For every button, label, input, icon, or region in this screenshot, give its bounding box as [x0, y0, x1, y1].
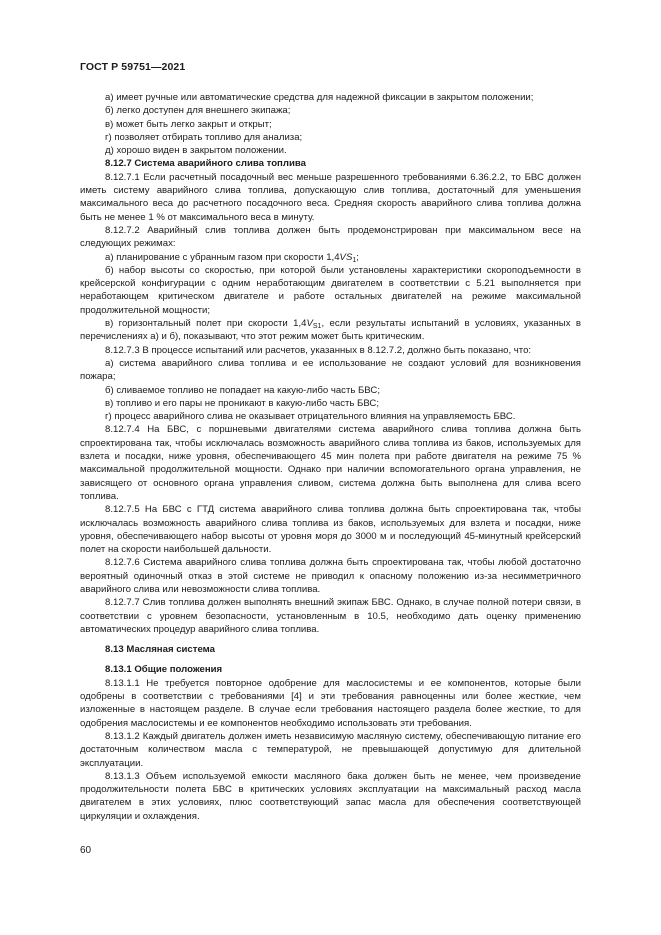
clause-paragraph: 8.13.1.1 Не требуется повторное одобрение для маслосистемы и ее компонентов, которые были одобрены в соответствии с требованиями [4] и эти требования равноценны или более жесткие, чем изложенные в настоящем разделе. В случае если требования настоящего раздела более жесткие, то для одобрения маслосистемы и ее компонентов необходимо использовать эти требования.: [80, 677, 581, 729]
section-heading-8-13: 8.13 Масляная система: [105, 644, 215, 656]
section-heading-8-12-7: 8.12.7 Система аварийного слива топлива: [105, 158, 306, 170]
list-item-text: а) планирование с убранным газом при скорости 1,4: [105, 251, 340, 263]
list-item: б) сливаемое топливо не попадает на какую-либо часть БВС;: [105, 384, 380, 396]
section-heading-8-13-1: 8.13.1 Общие положения: [105, 664, 223, 676]
document-code-header: ГОСТ Р 59751—2021: [80, 61, 186, 73]
list-item-gliding: [80, 251, 581, 264]
clause-paragraph: 8.12.7.4 На БВС, с поршневыми двигателями система аварийного слива топлива должна быть спроектирована так, чтобы исключалась возможность аварийного слива топлива из баков, используемых для взлета и посадки, ниже уровня, обеспечивающего 45 мин полета при работе двигателя на режиме 75 % максимальной продолжительной мощности. Однако при наличии вспомогательного органа управления, не зависящего от основного органа управления сливом, система должна быть выполнена для слива всего топлива.: [80, 424, 581, 502]
page-number: 60: [80, 845, 92, 856]
clause-paragraph: 8.12.7.3 В процессе испытаний или расчетов, указанных в 8.12.7.2, должно быть показано, что:: [105, 344, 532, 356]
speed-symbol: V: [339, 251, 346, 263]
semicolon: ;: [356, 251, 359, 263]
clause-paragraph: 8.13.1.2 Каждый двигатель должен иметь независимую масляную систему, обеспечивающую питание его достаточным количеством масла с температурой, не превышающей допустимую для длительной эксплуатации.: [80, 730, 581, 769]
list-item: а) имеет ручные или автоматические средства для надежной фиксации в закрытом положении;: [105, 92, 534, 103]
list-item: в) может быть легко закрыт и открыт;: [105, 118, 272, 130]
clause-paragraph: 8.12.7.7 Слив топлива должен выполнять внешний экипаж БВС. Однако, в случае полной потери связи, в соответствии с уровнем безопасности, установленным в 10.5, необходимо дать оценку применению автоматических процедур аварийного слива топлива.: [80, 597, 581, 635]
speed-symbol-s: S: [345, 251, 353, 263]
clause-paragraph: 8.12.7.2 Аварийный слив топлива должен быть продемонстрирован при максимальном весе на следующих режимах:: [80, 224, 581, 250]
speed-subscript: S1: [312, 323, 322, 331]
document-body: [80, 91, 581, 823]
list-item: б) набор высоты со скоростью, при которой были установлены характеристики скороподъемности в крейсерской конфигурации с одним неработающим двигателем в соответствии с 5.21 выполняется при неработающем критическом двигателе и работе остальных двигателей на режиме максимальной продолжительной мощности;: [80, 264, 581, 316]
list-item-text: в) горизонтальный полет при скорости 1,4: [105, 318, 307, 330]
clause-paragraph: 8.12.7.5 На БВС с ГТД система аварийного слива топлива должна быть спроектирована так, чтобы исключалась возможность аварийного слива топлива из баков, используемых для взлета и посадки, ниже уровня, обеспечивающего набор высоты от уровня моря до 3000 м и последующий 45-минутный крейсерский полет на скорости наибольшей дальности.: [80, 504, 581, 556]
list-item-text-continued: , если результаты испытаний в условиях, указанных в перечислениях а) и б), показывают, что этот режим может быть критическим.: [80, 318, 581, 343]
speed-symbol: V: [306, 318, 313, 330]
list-item: д) хорошо виден в закрытом положении.: [105, 145, 287, 157]
clause-paragraph: 8.12.7.1 Если расчетный посадочный вес меньше разрешенного требованиями 6.36.2.2, то БВС должен иметь систему аварийного слива топлива, допускающую слив топлива, достаточный для уменьшения максимального веса до расчетного посадочного веса. Средняя скорость аварийного слива топлива должна быть не менее 1 % от максимального веса в минуту.: [80, 171, 581, 223]
list-item: г) позволяет отбирать топливо для анализа;: [105, 131, 303, 143]
clause-paragraph: 8.12.7.6 Система аварийного слива топлива должна быть спроектирована так, чтобы любой достаточно вероятный одиночный отказ в этой системе не приводил к опасному положению из-за несимметричного аварийного слива или невозможности слива топлива.: [80, 557, 581, 595]
list-item: г) процесс аварийного слива не оказывает отрицательного влияния на управляемость БВС.: [105, 411, 516, 423]
list-item: б) легко доступен для внешнего экипажа;: [105, 105, 291, 117]
list-item: а) система аварийного слива топлива и ее использование не создают условий для возникновения пожара;: [80, 357, 581, 383]
clause-paragraph: 8.13.1.3 Объем используемой емкости масляного бака должен быть не менее, чем произведение продолжительности полета БВС в критических условиях эксплуатации на максимальный расход масла двигателем в этих условиях, плюс соответствующий запас масла для обеспечения соответствующей циркуляции и охлаждения.: [80, 770, 581, 822]
list-item: в) топливо и его пары не проникают в какую-либо часть БВС;: [105, 397, 380, 409]
speed-subscript: 1: [352, 256, 357, 264]
list-item-level-flight: [80, 317, 581, 344]
